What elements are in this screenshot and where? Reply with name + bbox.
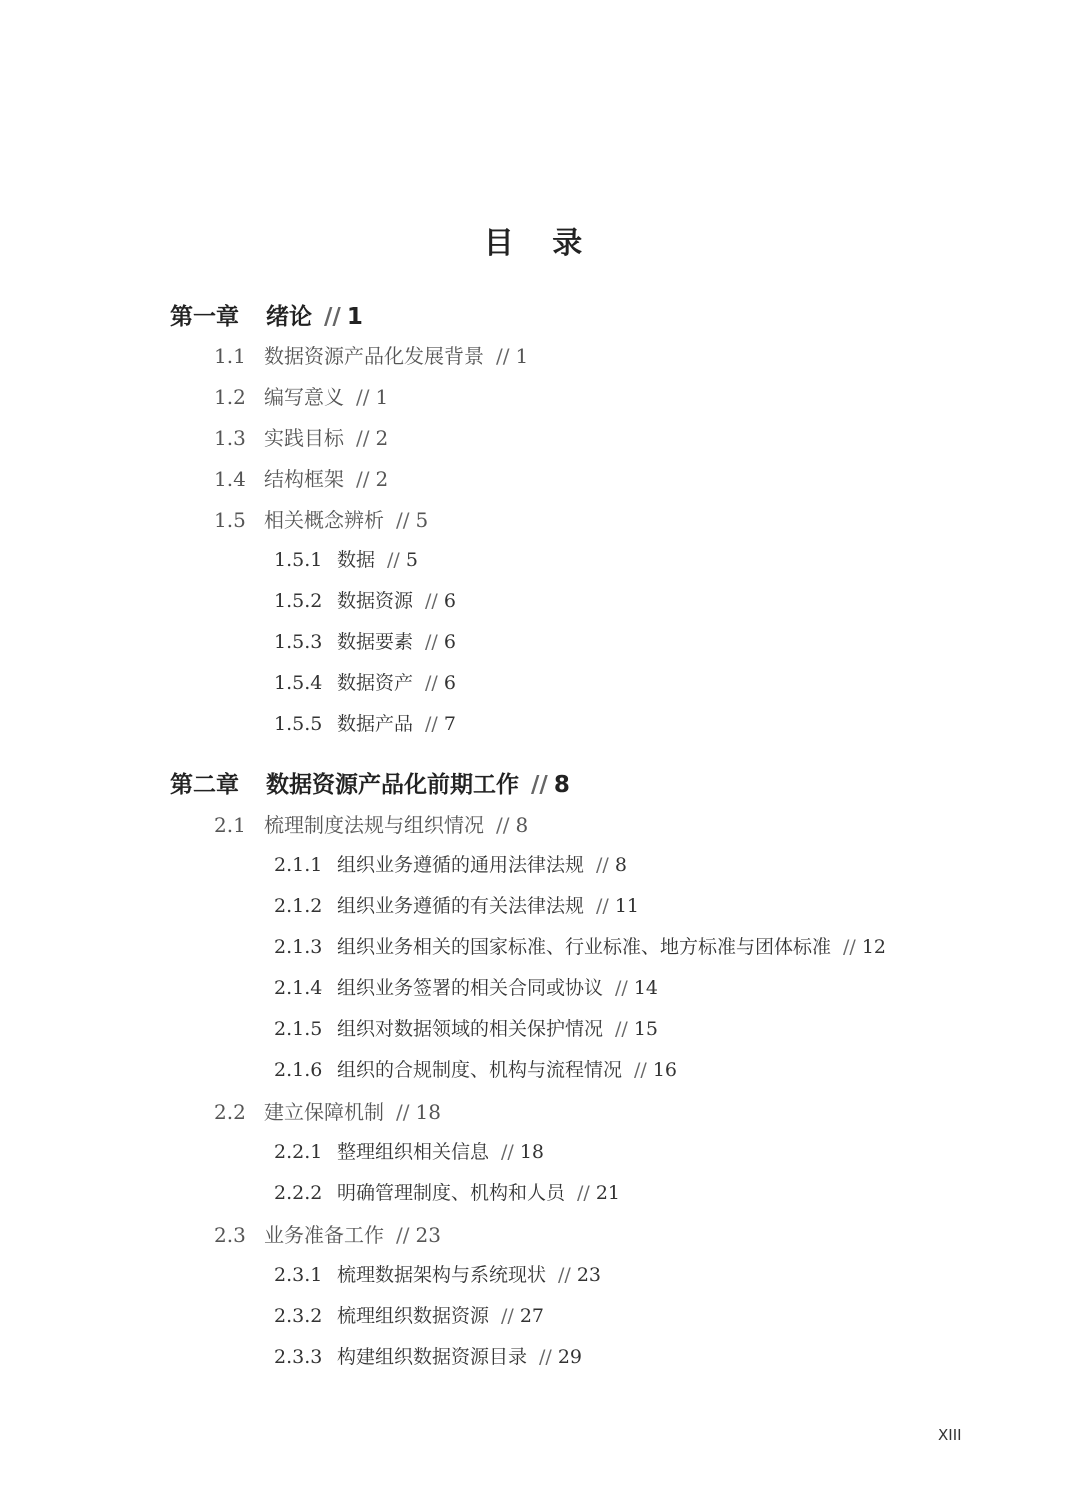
section-title: 建立保障机制 [264, 1100, 384, 1124]
page-number: 23 [576, 1264, 602, 1286]
separator: // [615, 1018, 628, 1040]
section-title: 结构框架 [264, 467, 344, 491]
separator: // [396, 508, 410, 532]
separator: // [425, 631, 438, 653]
toc-section[interactable] [214, 428, 388, 448]
page-number: 5 [405, 549, 418, 571]
separator: // [356, 385, 370, 409]
separator: // [356, 467, 370, 491]
chapter-number: 第二章 [170, 772, 239, 798]
subsection-title: 组织的合规制度、机构与流程情况 [337, 1059, 623, 1081]
subsection-number: 1.5.2 [274, 590, 323, 612]
page-number: 14 [633, 977, 659, 999]
section-number: 1.5 [214, 508, 246, 532]
toc-chapter[interactable] [170, 306, 363, 329]
section-title: 业务准备工作 [264, 1223, 384, 1247]
page-number: 5 [415, 508, 429, 532]
page-number: 6 [443, 590, 456, 612]
section-number: 1.2 [214, 385, 246, 409]
page-number: 27 [519, 1305, 545, 1327]
subsection-number: 2.1.6 [274, 1059, 323, 1081]
separator: // [596, 895, 609, 917]
separator: // [425, 713, 438, 735]
toc-section[interactable] [214, 1225, 441, 1245]
section-number: 2.1 [214, 813, 246, 837]
subsection-number: 1.5.5 [274, 713, 323, 735]
subsection-title: 组织对数据领域的相关保护情况 [337, 1018, 604, 1040]
separator: // [324, 304, 341, 330]
toc-subsection[interactable] [274, 674, 456, 693]
page-number: 6 [443, 631, 456, 653]
separator: // [843, 936, 856, 958]
toc-subsection[interactable] [274, 1143, 544, 1162]
chapter-title: 绪论 [266, 304, 312, 330]
page-number: 15 [633, 1018, 659, 1040]
toc-subsection[interactable] [274, 715, 456, 734]
page-number: 2 [375, 426, 389, 450]
section-number: 1.1 [214, 344, 246, 368]
page-title: 目 录 [483, 226, 597, 261]
subsection-number: 1.5.3 [274, 631, 323, 653]
page-number: 8 [614, 854, 627, 876]
separator: // [539, 1346, 552, 1368]
toc-subsection[interactable] [274, 1061, 677, 1080]
separator: // [496, 344, 510, 368]
toc-section[interactable] [214, 469, 388, 489]
toc-subsection[interactable] [274, 856, 627, 875]
subsection-number: 2.3.1 [274, 1264, 323, 1286]
page-number: 1 [346, 304, 363, 330]
toc-section[interactable] [214, 387, 388, 407]
page-number: 18 [415, 1100, 441, 1124]
page-number: 6 [443, 672, 456, 694]
subsection-title: 组织业务相关的国家标准、行业标准、地方标准与团体标准 [337, 936, 832, 958]
subsection-number: 2.3.2 [274, 1305, 323, 1327]
toc-section[interactable] [214, 1102, 441, 1122]
toc-subsection[interactable] [274, 592, 456, 611]
subsection-number: 1.5.1 [274, 549, 323, 571]
section-title: 实践目标 [264, 426, 344, 450]
separator: // [425, 672, 438, 694]
page-number: 8 [553, 772, 570, 798]
toc-subsection[interactable] [274, 551, 418, 570]
page-number: 12 [861, 936, 887, 958]
page-number: 23 [415, 1223, 441, 1247]
toc-subsection[interactable] [274, 1348, 582, 1367]
toc-section[interactable] [214, 346, 528, 366]
subsection-title: 构建组织数据资源目录 [337, 1346, 528, 1368]
subsection-title: 数据产品 [337, 713, 414, 735]
separator: // [496, 813, 510, 837]
toc-section[interactable] [214, 815, 528, 835]
subsection-number: 1.5.4 [274, 672, 323, 694]
subsection-title: 数据要素 [337, 631, 414, 653]
separator: // [615, 977, 628, 999]
toc-subsection[interactable] [274, 1307, 544, 1326]
toc-subsection[interactable] [274, 633, 456, 652]
subsection-title: 组织业务签署的相关合同或协议 [337, 977, 604, 999]
page-number: 18 [519, 1141, 545, 1163]
subsection-title: 组织业务遵循的有关法律法规 [337, 895, 585, 917]
page-number: 1 [515, 344, 529, 368]
separator: // [634, 1059, 647, 1081]
subsection-title: 数据 [337, 549, 376, 571]
page-number: 16 [652, 1059, 678, 1081]
section-title: 相关概念辨析 [264, 508, 384, 532]
page-number: 8 [515, 813, 529, 837]
page-number: 29 [557, 1346, 583, 1368]
separator: // [356, 426, 370, 450]
separator: // [577, 1182, 590, 1204]
section-number: 1.3 [214, 426, 246, 450]
toc-subsection[interactable] [274, 938, 886, 957]
section-title: 梳理制度法规与组织情况 [264, 813, 484, 837]
page-number: 2 [375, 467, 389, 491]
subsection-number: 2.1.3 [274, 936, 323, 958]
separator: // [396, 1100, 410, 1124]
separator: // [531, 772, 548, 798]
toc-chapter[interactable] [170, 774, 570, 797]
toc-subsection[interactable] [274, 897, 639, 916]
toc-subsection[interactable] [274, 1266, 601, 1285]
page-number: 11 [614, 895, 640, 917]
section-title: 编写意义 [264, 385, 344, 409]
subsection-title: 组织业务遵循的通用法律法规 [337, 854, 585, 876]
subsection-title: 梳理数据架构与系统现状 [337, 1264, 547, 1286]
subsection-title: 整理组织相关信息 [337, 1141, 490, 1163]
subsection-number: 2.1.5 [274, 1018, 323, 1040]
subsection-number: 2.2.2 [274, 1182, 323, 1204]
subsection-number: 2.3.3 [274, 1346, 323, 1368]
separator: // [425, 590, 438, 612]
page-folio: XIII [938, 1426, 962, 1444]
subsection-number: 2.1.1 [274, 854, 323, 876]
separator: // [501, 1305, 514, 1327]
toc-subsection[interactable] [274, 1020, 658, 1039]
separator: // [501, 1141, 514, 1163]
section-number: 2.2 [214, 1100, 246, 1124]
page-number: 21 [595, 1182, 621, 1204]
section-number: 1.4 [214, 467, 246, 491]
page-number: 1 [375, 385, 389, 409]
subsection-title: 明确管理制度、机构和人员 [337, 1182, 566, 1204]
separator: // [558, 1264, 571, 1286]
chapter-number: 第一章 [170, 304, 239, 330]
section-title: 数据资源产品化发展背景 [264, 344, 484, 368]
subsection-title: 数据资产 [337, 672, 414, 694]
chapter-title: 数据资源产品化前期工作 [266, 772, 519, 798]
page-number: 7 [443, 713, 456, 735]
subsection-number: 2.1.2 [274, 895, 323, 917]
toc-section[interactable] [214, 510, 428, 530]
subsection-title: 数据资源 [337, 590, 414, 612]
separator: // [396, 1223, 410, 1247]
toc-subsection[interactable] [274, 1184, 620, 1203]
subsection-number: 2.2.1 [274, 1141, 323, 1163]
subsection-title: 梳理组织数据资源 [337, 1305, 490, 1327]
section-number: 2.3 [214, 1223, 246, 1247]
subsection-number: 2.1.4 [274, 977, 323, 999]
separator: // [387, 549, 400, 571]
separator: // [596, 854, 609, 876]
toc-subsection[interactable] [274, 979, 658, 998]
